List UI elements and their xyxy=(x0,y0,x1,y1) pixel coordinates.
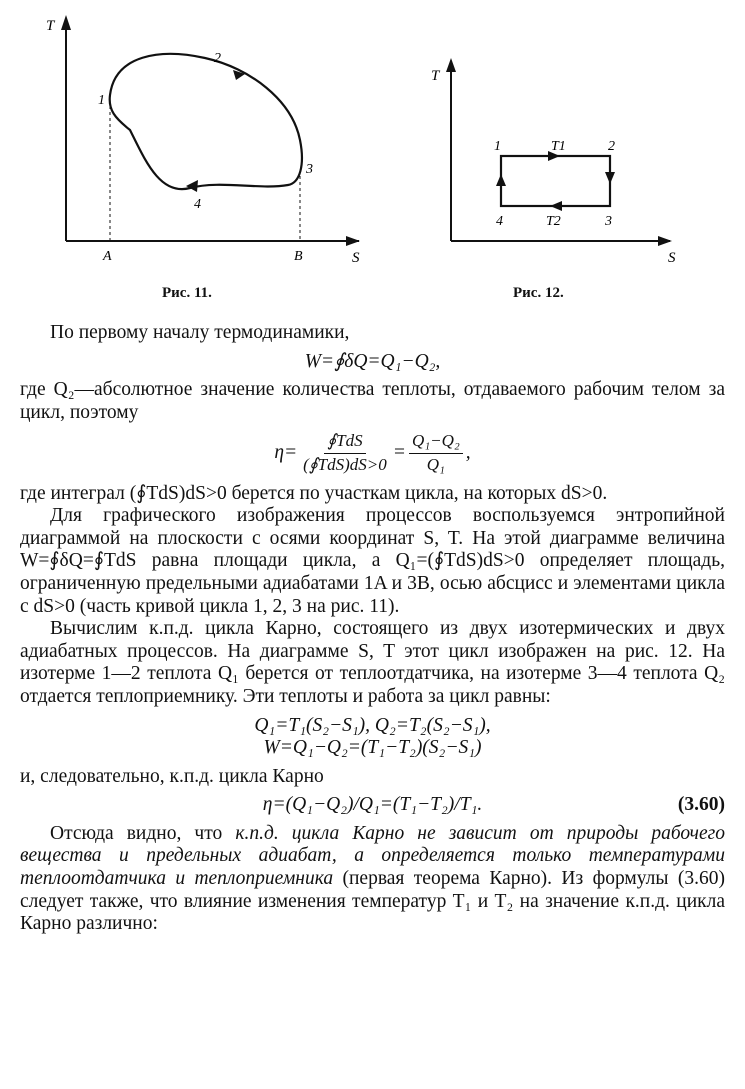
s-axis-arrow-icon xyxy=(346,236,360,246)
eq4-formula: η=(Q₁−Q₂)/Q₁=(T₁−T₂)/T₁. xyxy=(262,794,483,816)
eq2-f2-denominator: Q₁ xyxy=(426,454,445,474)
fig11-label-a: A xyxy=(103,249,112,264)
fig12-label-t2: T2 xyxy=(546,214,561,229)
fig11-axis-s-label: S xyxy=(352,250,360,266)
carnot-cycle-rect xyxy=(501,156,610,206)
paragraph-consequently: и, следовательно, к.п.д. цикла Карно xyxy=(20,765,324,787)
paragraph-intro: По первому началу термодинамики, xyxy=(50,322,350,343)
t-axis-arrow-icon xyxy=(446,58,456,72)
t-axis-arrow-icon xyxy=(61,15,71,30)
eq2-f1-denominator: (∮TdS)dS>0 xyxy=(303,454,387,474)
fig12-point-3: 3 xyxy=(605,214,612,229)
figure-11-caption: Рис. 11. xyxy=(162,285,212,301)
eq4-number: (3.60) xyxy=(677,794,725,816)
fig12-label-t1: T1 xyxy=(551,139,566,154)
figures-area xyxy=(0,0,745,320)
fig12-point-1: 1 xyxy=(494,139,501,154)
fig11-point-1: 1 xyxy=(98,93,105,108)
p7-end: (первая теорема Карно). Из формулы (3.60) следует также, что влияние изменения температур T₁ и T₂ на значение к.п.д. цикла Карно различно: xyxy=(20,868,725,935)
fig11-point-3: 3 xyxy=(306,162,313,177)
body-text xyxy=(20,322,725,936)
p7-start: Отсюда видно, что xyxy=(50,822,236,844)
paragraph-q2: где Q₂—абсолютное значение количества теплоты, отдаваемого рабочим телом за цикл, поэтому xyxy=(20,379,725,423)
equation-work: W=∮δQ=Q₁−Q₂, xyxy=(304,350,441,372)
figure-11 xyxy=(40,0,370,275)
eq2-fraction-1 xyxy=(300,430,390,476)
fig12-axis-t-label: T xyxy=(431,68,440,84)
fig11-label-b: B xyxy=(294,249,303,264)
eq2-comma: , xyxy=(465,442,471,464)
fig11-axis-t-label: T xyxy=(46,18,55,34)
fig11-point-2: 2 xyxy=(214,51,221,66)
eq2-fraction-2 xyxy=(409,430,463,476)
arrow-3-4-icon xyxy=(550,201,562,211)
equation-efficiency-fraction xyxy=(20,430,725,476)
arrow-4-1-icon xyxy=(496,174,506,186)
paragraph-carnot: Вычислим к.п.д. цикла Карно, состоящего из двух изотермических и двух адиабатных процессов. На диаграмме S, T этот цикл изображен на рис. 12. На изотерме 1—2 теплота Q₁ берется от теплоотдатчика, на изотерме 3—4 теплота Q₂ отдается теплоприемнику. Эти теплоты и работа за цикл равны: xyxy=(20,618,725,707)
fig12-axis-s-label: S xyxy=(668,250,676,266)
eq2-equals: = xyxy=(392,442,406,464)
arrow-2-3-icon xyxy=(605,172,615,184)
p7-italic: к.п.д. цикла Карно не зависит от природы рабочего вещества и предельных адиабат, а определяется только температурами теплоотдатчика и теплоприемника xyxy=(20,822,725,890)
equation-heats xyxy=(20,715,725,760)
eq3-line-2: W=Q₁−Q₂=(T₁−T₂)(S₂−S₁) xyxy=(263,737,482,759)
cycle-curve xyxy=(110,54,302,189)
fig12-point-4: 4 xyxy=(496,214,503,229)
eq3-line-1: Q₁=T₁(S₂−S₁), Q₂=T₂(S₂−S₁), xyxy=(254,714,491,736)
cycle-arrow-bottom-icon xyxy=(186,180,198,192)
s-axis-arrow-icon xyxy=(658,236,672,246)
figure-12 xyxy=(420,0,690,275)
fig11-point-4: 4 xyxy=(194,197,201,212)
eq2-f1-numerator: ∮TdS xyxy=(324,430,365,454)
paragraph-entropy-diagram: Для графического изображения процессов воспользуемся энтропийной диаграммой на плоскости с осями координат S, T. На этой диаграмме величина W=∮δQ=∮TdS равна площади цикла, а Q₁=(∮TdS)dS>0 определяет площадь, ограниченную предельными адиабатами 1A и 3B, осью абсцисс и элементами цикла с dS>0 (часть кривой цикла 1, 2, 3 на рис. 11). xyxy=(20,505,725,617)
paragraph-integral: где интеграл (∮TdS)dS>0 берется по участкам цикла, на которых dS>0. xyxy=(20,482,608,504)
eq2-lhs: η= xyxy=(274,442,298,464)
fig12-point-2: 2 xyxy=(608,139,615,154)
eq2-f2-numerator: Q₁−Q₂ xyxy=(409,430,463,454)
equation-carnot-efficiency xyxy=(20,794,725,817)
paragraph-conclusion xyxy=(20,823,725,936)
figure-12-caption: Рис. 12. xyxy=(513,285,564,301)
